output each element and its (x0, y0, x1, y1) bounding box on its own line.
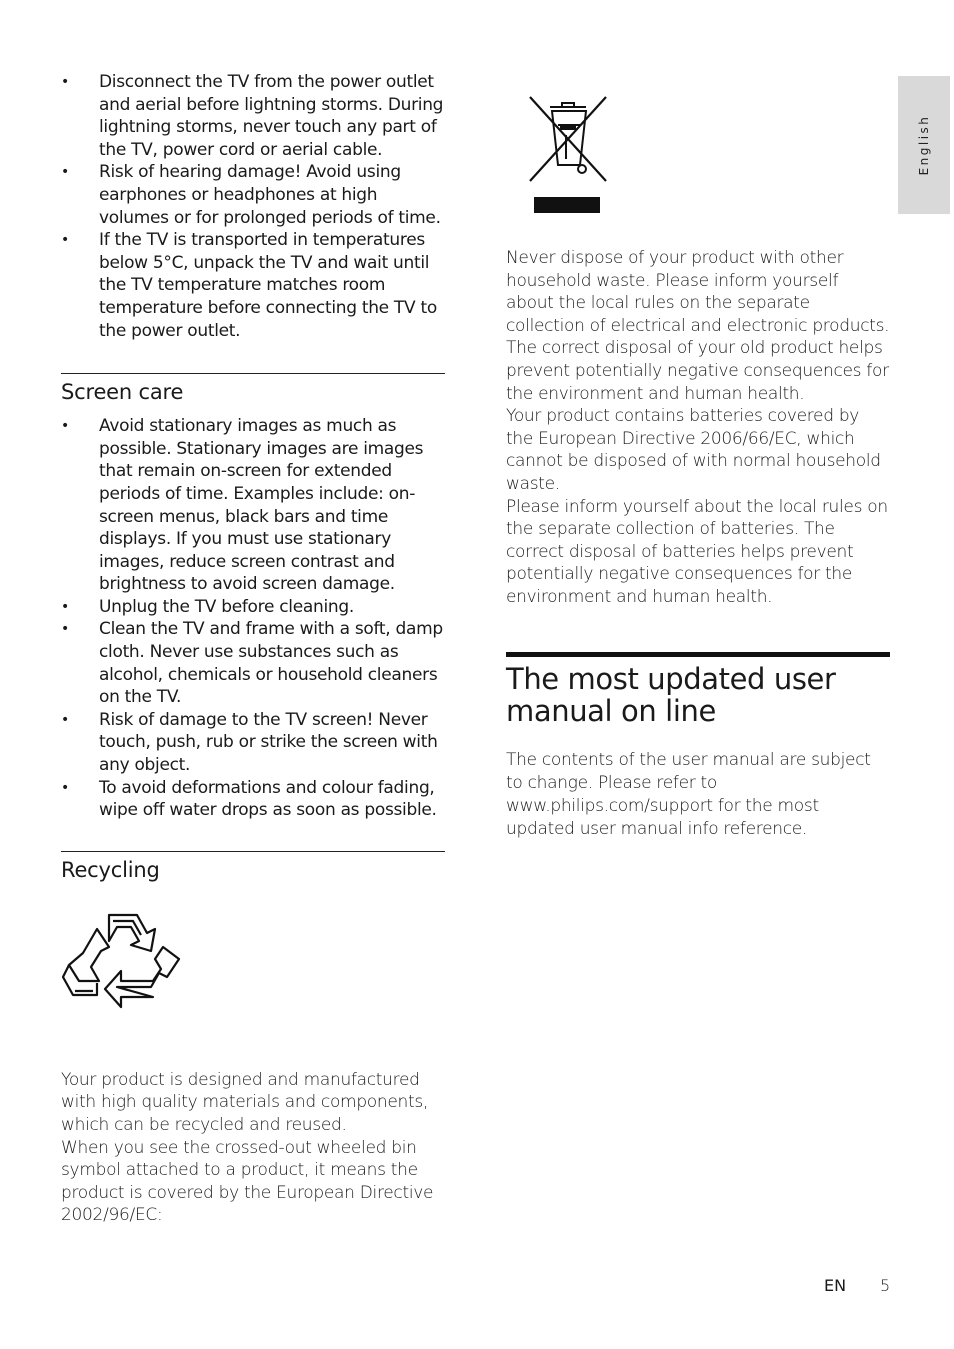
list-item: • Avoid stationary images as much as possible. Stationary images are images that remain on-screen for extended periods of time. Examples include: on-screen menus, black bars and time displays. If you must use stationary images, reduce screen contrast and brightness to avoid screen damage. (61, 415, 445, 596)
page-number: 5 (880, 1276, 891, 1295)
battery-collection-paragraph: Please inform yourself about the local rules on the separate collection of batteries. The correct disposal of batteries helps prevent potentially negative consequences for the environment and human health. (506, 496, 888, 607)
recycle-icon (61, 907, 185, 1027)
safety-bullet-list (61, 71, 445, 342)
recycling-paragraph-1: Your product is designed and manufactured with high quality materials and components, which can be recycled and reused. (61, 1069, 429, 1135)
battery-paragraph: Your product contains batteries covered by the European Directive 2006/66/EC, which cannot be disposed of with normal household waste. (506, 406, 881, 494)
right-column (506, 85, 890, 841)
list-item: • Risk of hearing damage! Avoid using earphones or headphones at high volumes or for prolonged periods of time. (61, 161, 445, 229)
crossed-out-bin-icon (528, 85, 608, 215)
left-column (61, 71, 445, 1227)
list-item: • If the TV is transported in temperatures below 5°C, unpack the TV and wait until the TV temperature matches room temperature before connecting the TV to the power outlet. (61, 229, 445, 342)
screen-care-heading: Screen care (61, 380, 184, 405)
manual-paragraph: The contents of the user manual are subject to change. Please refer to www.philips.com/support for the most updated user manual info reference. (506, 749, 871, 839)
language-tab (898, 76, 950, 214)
list-item: • To avoid deformations and colour fading, wipe off water drops as soon as possible. (61, 777, 445, 822)
disposal-paragraph: Never dispose of your product with other household waste. Please inform yourself about the local rules on the separate collection of electrical and electronic products. The correct disposal of your old product helps prevent potentially negative consequences for the environment and human health. (506, 248, 890, 404)
list-item: • Clean the TV and frame with a soft, damp cloth. Never use substances such as alcohol, chemicals or household cleaners on the TV. (61, 618, 445, 708)
recycling-heading: Recycling (61, 857, 160, 882)
list-item: • Risk of damage to the TV screen! Never touch, push, rub or strike the screen with any object. (61, 709, 445, 777)
language-tab-label: English (917, 114, 931, 176)
recycling-paragraph-2: When you see the crossed-out wheeled bin symbol attached to a product, it means the product is covered by the European Directive 2002/96/EC: (61, 1137, 434, 1226)
footer-lang: EN (824, 1276, 847, 1295)
list-item: • Unplug the TV before cleaning. (61, 596, 445, 619)
manual-heading: The most updated user manual on line (506, 661, 836, 728)
screen-care-bullet-list (61, 415, 445, 822)
list-item: • Disconnect the TV from the power outlet and aerial before lightning storms. During lightning storms, never touch any part of the TV, power cord or aerial cable. (61, 71, 445, 161)
